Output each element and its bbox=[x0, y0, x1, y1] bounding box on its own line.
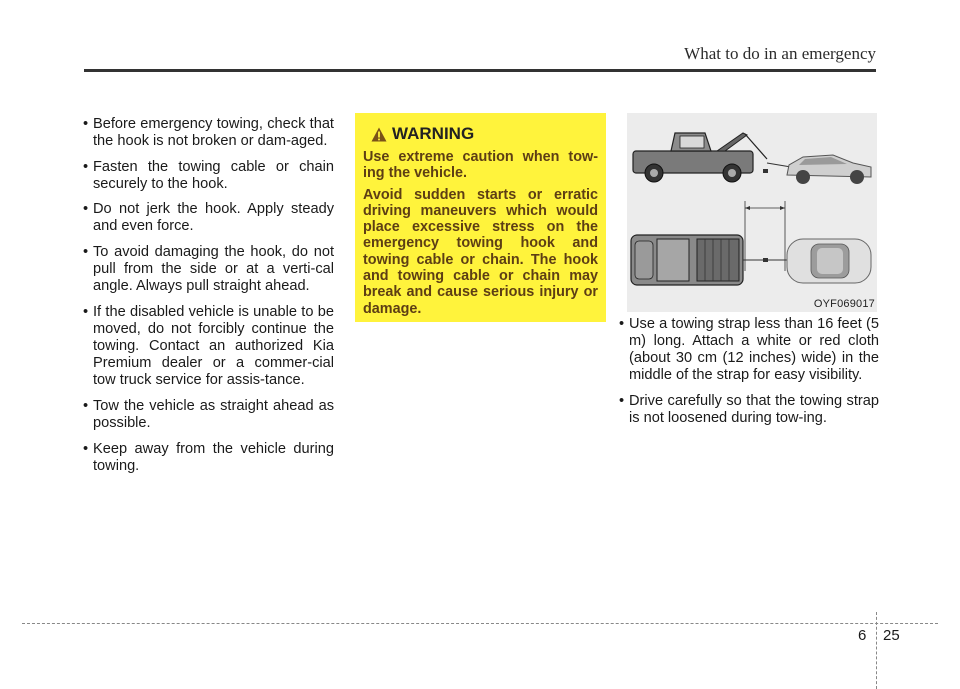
tow-truck-side-view bbox=[633, 133, 767, 182]
tow-diagram bbox=[627, 113, 877, 312]
right-column bbox=[614, 316, 879, 436]
towing-illustration bbox=[627, 113, 877, 312]
tow-truck-top-view bbox=[631, 235, 743, 285]
figure-code: OYF069017 bbox=[813, 298, 875, 310]
page-number: 25 bbox=[883, 627, 900, 644]
left-column bbox=[78, 116, 334, 483]
warning-triangle-icon bbox=[371, 127, 387, 142]
bullet-pull-straight: • To avoid damaging the hook, do not pull from the side or at a verti-cal angle. Always pull straight ahead. bbox=[78, 244, 334, 295]
bullet-steady-force: • Do not jerk the hook. Apply steady and even force. bbox=[78, 201, 334, 235]
warning-title: WARNING bbox=[392, 124, 475, 143]
warning-text-maneuvers: Avoid sudden starts or erratic driving maneuvers which would place excessive stress on the emergency towing hook and towing cable or chain. The hook and towing cable or chain may break and cause serious injury or damage. bbox=[363, 186, 598, 317]
chapter-number: 6 bbox=[858, 627, 867, 644]
bullet-fasten-cable: • Fasten the towing cable or chain securely to the hook. bbox=[78, 159, 334, 193]
header-rule bbox=[84, 69, 876, 72]
tow-strap-top bbox=[767, 163, 791, 167]
bullet-contact-dealer: • If the disabled vehicle is unable to be moved, do not forcibly continue the towing. Contact an authorized Kia Premium dealer or a commer-cial tow truck service for assis-tance. bbox=[78, 304, 334, 389]
bullet-drive-carefully: • Drive carefully so that the towing strap is not loosened during tow-ing. bbox=[614, 393, 879, 427]
section-title: What to do in an emergency bbox=[684, 44, 876, 63]
bullet-check-hook: • Before emergency towing, check that the hook is not broken or dam-aged. bbox=[78, 116, 334, 150]
footer-divider bbox=[876, 612, 877, 689]
bullet-keep-away: • Keep away from the vehicle during towing. bbox=[78, 441, 334, 475]
left-bullet-list bbox=[78, 116, 334, 475]
sedan-side-view bbox=[787, 155, 871, 184]
footer-rule bbox=[22, 623, 938, 624]
warning-header bbox=[371, 123, 598, 145]
warning-text-caution: Use extreme caution when tow-ing the vehicle. bbox=[363, 149, 598, 182]
right-bullet-list bbox=[614, 316, 879, 427]
bullet-strap-length: • Use a towing strap less than 16 feet (5 m) long. Attach a white or red cloth (about 30 cm (12 inches) wide) in the middle of the strap for easy visibility. bbox=[614, 316, 879, 384]
warning-box bbox=[355, 113, 606, 322]
sedan-top-view bbox=[787, 239, 871, 283]
bullet-tow-straight: • Tow the vehicle as straight ahead as possible. bbox=[78, 398, 334, 432]
